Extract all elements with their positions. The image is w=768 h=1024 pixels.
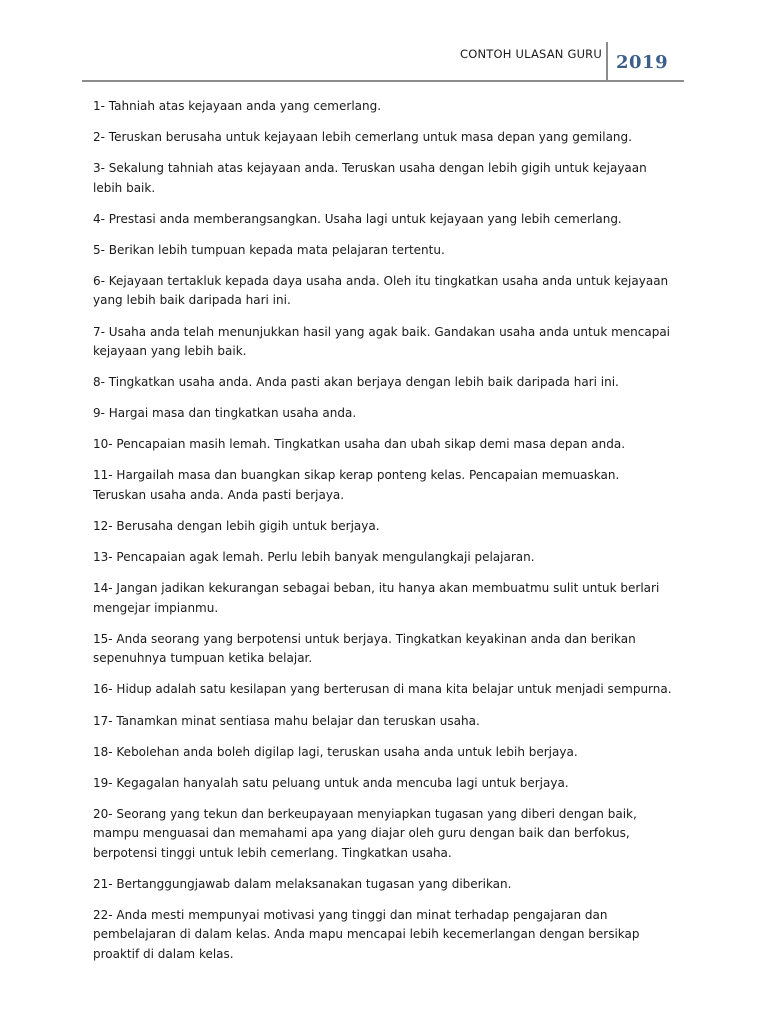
header-title: CONTOH ULASAN GURU (460, 47, 602, 61)
comment-item: 11- Hargailah masa dan buangkan sikap kerap ponteng kelas. Pencapaian memuaskan. Teruskan usaha anda. Anda pasti berjaya. (93, 468, 620, 502)
comment-item: 2- Teruskan berusaha untuk kejayaan lebih cemerlang untuk masa depan yang gemilang. (93, 130, 632, 145)
comment-item: 7- Usaha anda telah menunjukkan hasil yang agak baik. Gandakan usaha anda untuk mencapai kejayaan yang lebih baik. (93, 324, 671, 359)
header-divider (606, 42, 608, 82)
comment-list (93, 97, 675, 976)
comment-item: 17- Tanamkan minat sentiasa mahu belajar dan teruskan usaha. (93, 713, 480, 728)
comment-item: 13- Pencapaian agak lemah. Perlu lebih banyak mengulangkaji pelajaran. (93, 550, 535, 565)
comment-item: 10- Pencapaian masih lemah. Tingkatkan usaha dan ubah sikap demi masa depan anda. (93, 437, 626, 452)
header-year: 2019 (616, 52, 669, 73)
page-header (82, 40, 684, 82)
comment-item: 6- Kejayaan tertakluk kepada daya usaha anda. Oleh itu tingkatkan usaha anda untuk kejayaan yang lebih baik daripada hari ini. (93, 273, 669, 308)
header-rule (82, 80, 684, 82)
comment-item: 3- Sekalung tahniah atas kejayaan anda. Teruskan usaha dengan lebih gigih untuk kejayaan lebih baik. (93, 161, 647, 195)
comment-item: 9- Hargai masa dan tingkatkan usaha anda. (93, 406, 357, 421)
comment-item: 1- Tahniah atas kejayaan anda yang cemerlang. (93, 99, 382, 113)
comment-item: 8- Tingkatkan usaha anda. Anda pasti akan berjaya dengan lebih baik daripada hari ini. (93, 375, 619, 390)
comment-item: 4- Prestasi anda memberangsangkan. Usaha lagi untuk kejayaan yang lebih cemerlang. (93, 211, 622, 226)
comment-item: 19- Kegagalan hanyalah satu peluang untuk anda mencuba lagi untuk berjaya. (93, 775, 569, 790)
comment-item: 22- Anda mesti mempunyai motivasi yang tinggi dan minat terhadap pengajaran dan pembelajaran di dalam kelas. Anda mapu mencapai lebih kecemerlangan dengan bersikap proaktif di dalam kelas. (93, 907, 640, 961)
comment-item: 21- Bertanggungjawab dalam melaksanakan tugasan yang diberikan. (93, 876, 512, 891)
comment-item: 5- Berikan lebih tumpuan kepada mata pelajaran tertentu. (93, 242, 445, 257)
comment-item: 18- Kebolehan anda boleh digilap lagi, teruskan usaha anda untuk lebih berjaya. (93, 744, 578, 759)
comment-item: 15- Anda seorang yang berpotensi untuk berjaya. Tingkatkan keyakinan anda dan berikan sepenuhnya tumpuan ketika belajar. (93, 631, 636, 666)
comment-item: 16- Hidup adalah satu kesilapan yang berterusan di mana kita belajar untuk menjadi sempurna. (93, 682, 672, 697)
comment-item: 12- Berusaha dengan lebih gigih untuk berjaya. (93, 519, 380, 534)
comment-item: 14- Jangan jadikan kekurangan sebagai beban, itu hanya akan membuatmu sulit untuk berlari mengejar impianmu. (93, 581, 660, 615)
comment-item: 20- Seorang yang tekun dan berkeupayaan menyiapkan tugasan yang diberi dengan baik, mampu menguasai dan memahami apa yang diajar oleh guru dengan baik dan berfokus, berpotensi tinggi untuk lebih cemerlang. Tingkatkan usaha. (93, 806, 637, 860)
